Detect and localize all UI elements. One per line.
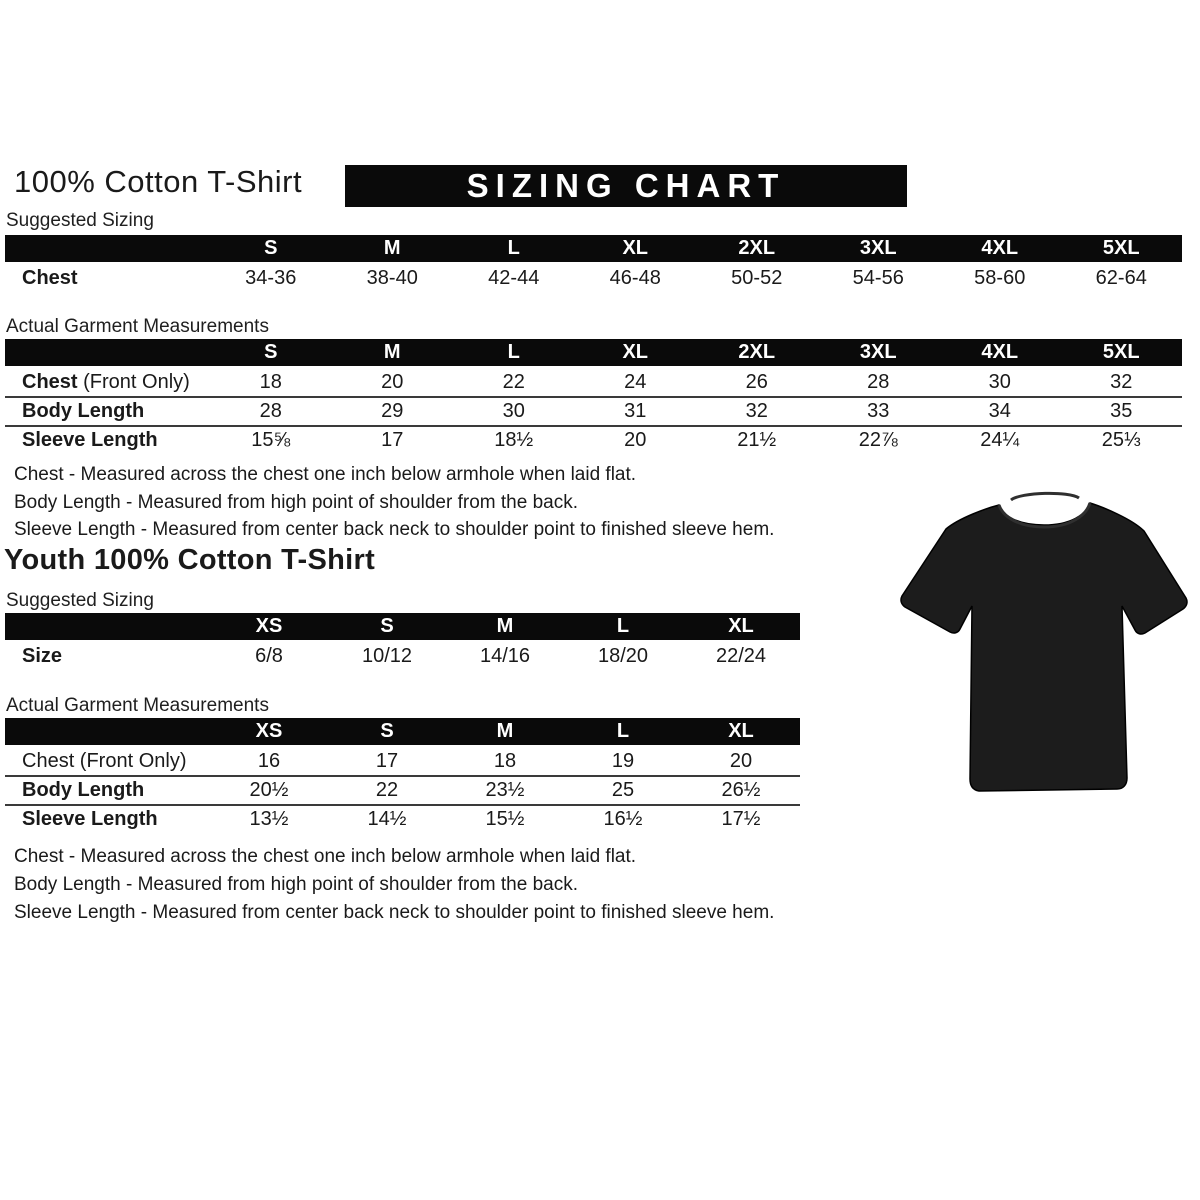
table-row: [5, 368, 1182, 398]
size-column-header: 2XL: [696, 235, 818, 264]
value-cell: 22/24: [715, 645, 767, 667]
value-cell: 24: [624, 371, 647, 393]
value-cell: 32: [745, 400, 768, 422]
value-cell: 25: [611, 779, 635, 801]
value-cell: 31: [624, 400, 647, 422]
row-label: Sleeve Length: [22, 429, 158, 451]
youth-suggested-sizing-table: [5, 613, 800, 670]
size-column-header: XL: [575, 235, 697, 264]
table-row: [5, 805, 800, 833]
value-cell: 62-64: [1095, 267, 1147, 289]
note-line: Sleeve Length - Measured from center back neck to shoulder point to finished sleeve hem.: [14, 519, 775, 540]
value-cell: 20: [381, 371, 404, 393]
label-column-header: [5, 718, 210, 747]
youth-measurement-notes: [14, 843, 774, 927]
value-cell: 22⅞: [858, 429, 898, 451]
value-cell: 58-60: [974, 267, 1026, 289]
row-label: Chest: [22, 267, 78, 289]
label-column-header: [5, 613, 210, 642]
value-cell: 28: [259, 400, 282, 422]
value-cell: 24¼: [980, 429, 1020, 451]
value-cell: 26½: [721, 779, 761, 801]
size-column-header: 4XL: [939, 235, 1061, 264]
value-cell: 20½: [249, 779, 289, 801]
size-column-header: XL: [682, 718, 800, 747]
value-cell: 14½: [367, 808, 407, 830]
tshirt-graphic: [893, 483, 1195, 815]
value-cell: 14/16: [479, 645, 531, 667]
size-column-header: M: [332, 339, 454, 368]
value-cell: 34: [988, 400, 1011, 422]
youth-measurements-table: [5, 718, 800, 833]
size-column-header: 3XL: [818, 339, 940, 368]
value-cell: 35: [1110, 400, 1133, 422]
note-line: Body Length - Measured from high point of shoulder from the back.: [14, 491, 578, 513]
header-row: [5, 613, 800, 642]
size-column-header: S: [210, 339, 332, 368]
value-cell: 10/12: [361, 645, 413, 667]
size-column-header: L: [453, 339, 575, 368]
youth-suggested-sizing-label: Suggested Sizing: [6, 590, 154, 611]
value-cell: 46-48: [609, 267, 661, 289]
size-column-header: S: [328, 613, 446, 642]
value-cell: 21½: [737, 429, 777, 451]
header-row: [5, 718, 800, 747]
size-column-header: 5XL: [1061, 339, 1183, 368]
value-cell: 38-40: [366, 267, 418, 289]
value-cell: 18: [493, 750, 517, 772]
sizing-chart-banner: [345, 165, 907, 207]
header-row: [5, 235, 1182, 264]
value-cell: 6/8: [255, 645, 283, 667]
youth-section-title: Youth 100% Cotton T-Shirt: [4, 544, 376, 576]
size-column-header: 5XL: [1061, 235, 1183, 264]
value-cell: 18: [259, 371, 282, 393]
label-column-header: [5, 339, 210, 368]
value-cell: 28: [867, 371, 890, 393]
row-label: Size: [22, 645, 63, 667]
row-label: Body Length: [22, 779, 145, 801]
value-cell: 32: [1110, 371, 1133, 393]
tshirt-image: [893, 483, 1195, 815]
size-column-header: S: [210, 235, 332, 264]
size-column-header: L: [564, 613, 682, 642]
value-cell: 15½: [485, 808, 525, 830]
table-row: [5, 426, 1182, 454]
value-cell: 17: [375, 750, 399, 772]
value-cell: 16½: [603, 808, 643, 830]
row-label: Chest (Front Only): [22, 750, 187, 772]
size-column-header: XL: [575, 339, 697, 368]
value-cell: 15⅝: [251, 429, 291, 451]
adult-measurement-notes: [14, 461, 774, 544]
value-cell: 17: [381, 429, 404, 451]
youth-actual-measurements-label: Actual Garment Measurements: [6, 695, 269, 716]
value-cell: 30: [502, 400, 525, 422]
value-cell: 42-44: [488, 267, 540, 289]
size-column-header: M: [446, 718, 564, 747]
size-column-header: XS: [210, 613, 328, 642]
value-cell: 26: [745, 371, 768, 393]
value-cell: 18/20: [597, 645, 649, 667]
sizing-chart-banner-label: SIZING CHART: [466, 167, 786, 204]
size-column-header: L: [564, 718, 682, 747]
size-column-header: M: [446, 613, 564, 642]
row-label: Chest (Front Only): [22, 371, 190, 393]
table-row: [5, 776, 800, 805]
size-column-header: XL: [682, 613, 800, 642]
size-column-header: S: [328, 718, 446, 747]
adult-suggested-sizing-label: Suggested Sizing: [6, 210, 154, 231]
row-label: Sleeve Length: [22, 808, 158, 830]
size-column-header: M: [332, 235, 454, 264]
value-cell: 30: [988, 371, 1011, 393]
value-cell: 54-56: [852, 267, 904, 289]
size-column-header: 3XL: [818, 235, 940, 264]
value-cell: 20: [729, 750, 753, 772]
value-cell: 20: [624, 429, 647, 451]
value-cell: 22: [502, 371, 525, 393]
value-cell: 22: [375, 779, 399, 801]
size-column-header: 2XL: [696, 339, 818, 368]
label-column-header: [5, 235, 210, 264]
adult-actual-measurements-label: Actual Garment Measurements: [6, 316, 269, 337]
header-row: [5, 339, 1182, 368]
value-cell: 17½: [721, 808, 761, 830]
size-column-header: L: [453, 235, 575, 264]
value-cell: 13½: [249, 808, 289, 830]
value-cell: 33: [867, 400, 890, 422]
value-cell: 34-36: [245, 267, 297, 289]
table-row: [5, 264, 1182, 293]
note-line: Chest - Measured across the chest one inch below armhole when laid flat.: [14, 846, 637, 867]
value-cell: 18½: [494, 429, 534, 451]
value-cell: 29: [381, 400, 404, 422]
table-row: [5, 642, 800, 671]
size-column-header: XS: [210, 718, 328, 747]
size-column-header: 4XL: [939, 339, 1061, 368]
table-row: [5, 747, 800, 777]
value-cell: 19: [611, 750, 635, 772]
value-cell: 23½: [485, 779, 525, 801]
adult-suggested-sizing-table: [5, 235, 1182, 292]
adult-measurements-table: [5, 339, 1182, 454]
value-cell: 50-52: [731, 267, 783, 289]
row-label: Body Length: [22, 400, 145, 422]
value-cell: 16: [257, 750, 281, 772]
page-title: 100% Cotton T-Shirt: [14, 164, 303, 199]
note-line: Body Length - Measured from high point of shoulder from the back.: [14, 874, 578, 895]
value-cell: 25⅓: [1101, 429, 1141, 451]
table-row: [5, 397, 1182, 426]
note-line: Chest - Measured across the chest one inch below armhole when laid flat.: [14, 464, 637, 485]
note-line: Sleeve Length - Measured from center back neck to shoulder point to finished sleeve hem.: [14, 902, 775, 923]
